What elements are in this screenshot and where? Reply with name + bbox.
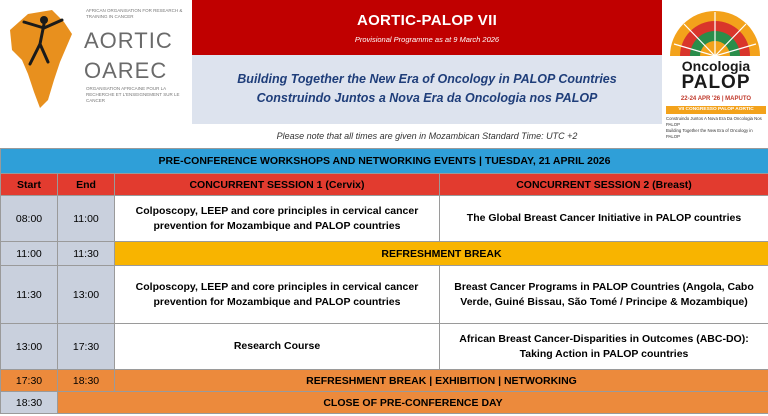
start-time: 11:30: [1, 266, 58, 324]
session2-cell: Breast Cancer Programs in PALOP Countries (Angola, Cabo Verde, Guiné Bissau, São Tomé / Principe & Mozambique): [440, 266, 768, 324]
start-time: 08:00: [1, 196, 58, 242]
col-session2-header: CONCURRENT SESSION 2 (Breast): [440, 174, 768, 196]
break-cell: CLOSE OF PRE-CONFERENCE DAY: [58, 392, 768, 414]
logo-right-brand1: Oncologia: [681, 58, 751, 74]
end-time: 11:30: [58, 242, 115, 266]
logo-right-congress: VII CONGRESSO PALOP AORTIC: [666, 106, 766, 114]
end-time: 18:30: [58, 370, 115, 392]
session2-cell: The Global Breast Cancer Initiative in PALOP countries: [440, 196, 768, 242]
break-cell: REFRESHMENT BREAK: [115, 242, 768, 266]
oncologia-palop-logo: [662, 0, 768, 146]
start-time: 18:30: [1, 392, 58, 414]
session1-cell: Colposcopy, LEEP and core principles in cervical cancer prevention for Mozambique and PALOP countries: [115, 196, 440, 242]
logo-left-small-fr: ORGANISATION AFRICAINE POUR LA RECHERCHE ET L'ENSEIGNEMENT SUR LE CANCER: [86, 86, 180, 103]
table-row: [1, 196, 768, 242]
end-time: 11:00: [58, 196, 115, 242]
logo-right-brand2: PALOP: [681, 72, 751, 93]
aortic-oarec-logo: [0, 0, 192, 124]
column-header-row: [1, 174, 768, 196]
start-time: 17:30: [1, 370, 58, 392]
tagline-portuguese: Construindo Juntos a Nova Era da Oncologia nos PALOP: [256, 91, 598, 105]
logo-right-tag-en: Building Together the New Era of Oncology in PALOP: [666, 128, 753, 139]
col-end-header: End: [58, 174, 115, 196]
table-row: [1, 242, 768, 266]
end-time: 17:30: [58, 324, 115, 370]
schedule-table: [0, 148, 768, 414]
logo-left-name-oarec: OAREC: [84, 58, 168, 83]
col-session1-header: CONCURRENT SESSION 1 (Cervix): [115, 174, 440, 196]
page-title: AORTIC-PALOP VII: [356, 12, 498, 29]
session1-cell: Research Course: [115, 324, 440, 370]
logo-left-small-en: AFRICAN ORGANISATION FOR RESEARCH & TRAINING IN CANCER: [86, 8, 183, 19]
sunburst-pattern-icon: [662, 0, 768, 56]
logo-right-dates: 22-24 APR '26 | MAPUTO: [680, 96, 752, 102]
logo-left-name-aortic: AORTIC: [84, 28, 173, 53]
tagline-banner: [192, 55, 662, 124]
table-row: [1, 370, 768, 392]
title-banner: [192, 0, 662, 55]
tagline-english: Building Together the New Era of Oncology in PALOP Countries: [237, 72, 617, 86]
table-row: [1, 392, 768, 414]
break-cell: REFRESHMENT BREAK | EXHIBITION | NETWORKING: [115, 370, 768, 392]
section-title: PRE-CONFERENCE WORKSHOPS AND NETWORKING EVENTS | TUESDAY, 21 APRIL 2026: [1, 149, 768, 174]
start-time: 13:00: [1, 324, 58, 370]
end-time: 13:00: [58, 266, 115, 324]
col-start-header: Start: [1, 174, 58, 196]
session2-cell: African Breast Cancer-Disparities in Outcomes (ABC-DO): Taking Action in PALOP countries: [440, 324, 768, 370]
provisional-note: Provisional Programme as at 9 March 2026: [354, 35, 500, 44]
timezone-note: Please note that all times are given in Mozambican Standard Time: UTC +2: [276, 131, 578, 141]
logo-right-tag-pt: Construindo Juntos A Nova Era Da Oncologia Nos PALOP: [666, 116, 762, 127]
section-header-row: [1, 149, 768, 174]
table-row: [1, 266, 768, 324]
session1-cell: Colposcopy, LEEP and core principles in cervical cancer prevention for Mozambique and PALOP countries: [115, 266, 440, 324]
start-time: 11:00: [1, 242, 58, 266]
table-row: [1, 324, 768, 370]
